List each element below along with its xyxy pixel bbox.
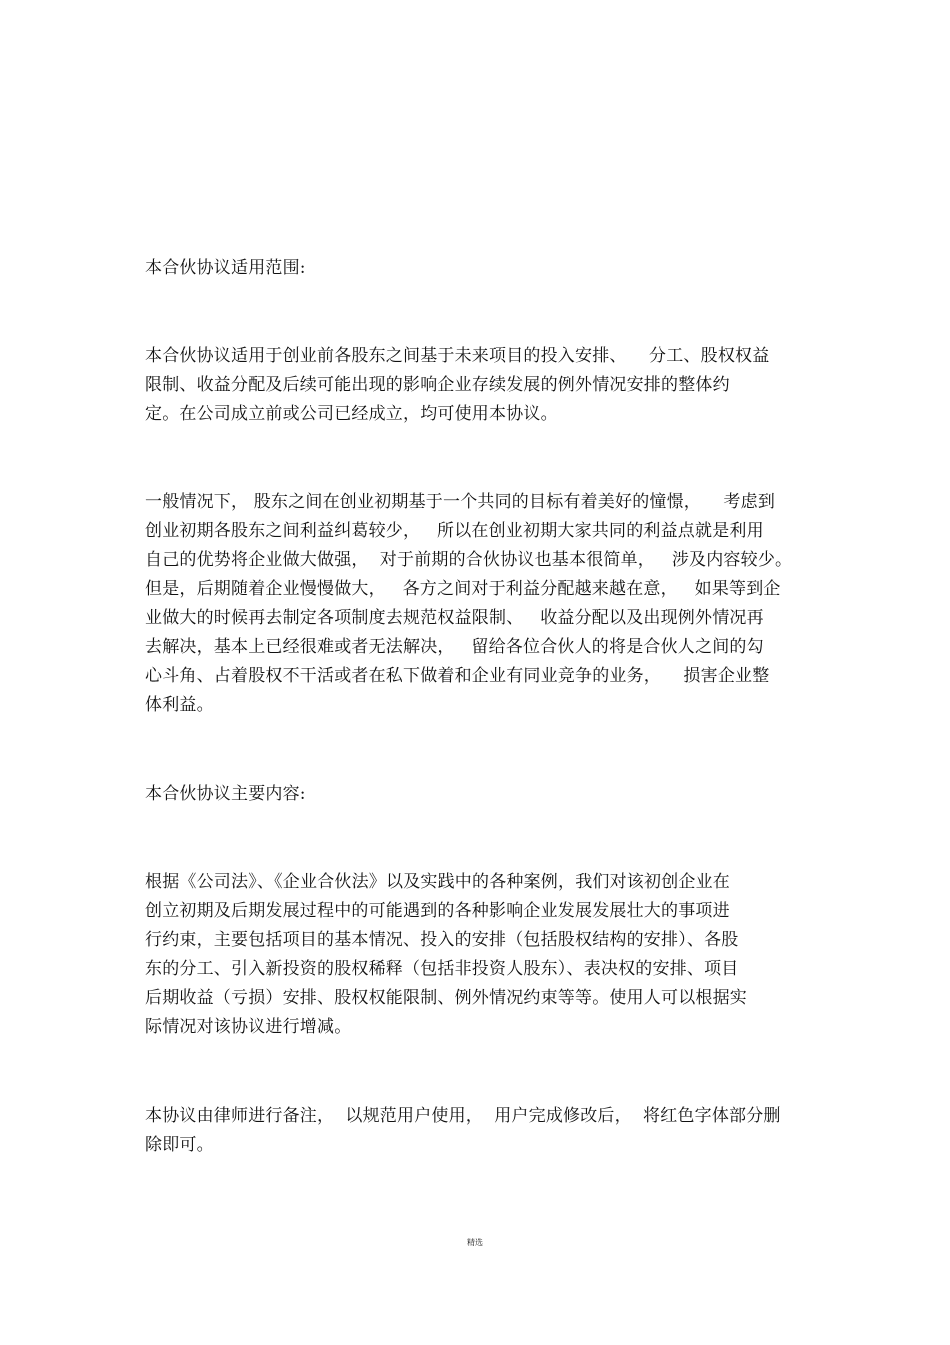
heading-content: 本合伙协议主要内容: bbox=[145, 784, 306, 804]
para-general-line: 创业初期各股东之间利益纠葛较少， 所以在创业初期大家共同的利益点就是利用 bbox=[145, 521, 764, 541]
para-content-line: 行约束，主要包括项目的基本情况、投入的安排（包括股权结构的安排）、各股 bbox=[145, 930, 739, 950]
para-content-line: 东的分工、引入新投资的股权稀释（包括非投资人股东）、表决权的安排、项目 bbox=[145, 959, 739, 979]
para-content-line: 际情况对该协议进行增减。 bbox=[145, 1017, 352, 1037]
para-general-line: 去解决，基本上已经很难或者无法解决， 留给各位合伙人的将是合伙人之间的勾 bbox=[145, 637, 764, 657]
heading-scope: 本合伙协议适用范围: bbox=[145, 258, 306, 278]
para-content-line: 创立初期及后期发展过程中的可能遇到的各种影响企业发展发展壮大的事项进 bbox=[145, 901, 730, 921]
para-general-line: 业做大的时候再去制定各项制度去规范权益限制、 收益分配以及出现例外情况再 bbox=[145, 608, 764, 628]
para-general-line: 自己的优势将企业做大做强， 对于前期的合伙协议也基本很简单， 涉及内容较少。 bbox=[145, 550, 793, 570]
para-content-line: 根据《公司法》、《企业合伙法》以及实践中的各种案例，我们对该初创企业在 bbox=[145, 872, 730, 892]
para-scope-line: 本合伙协议适用于创业前各股东之间基于未来项目的投入安排、 分工、股权权益 bbox=[145, 346, 770, 366]
para-general-line: 心斗角、占着股权不干活或者在私下做着和企业有同业竞争的业务， 损害企业整 bbox=[145, 666, 770, 686]
footer-label: 精选 bbox=[467, 1238, 483, 1247]
para-scope-line: 限制、收益分配及后续可能出现的影响企业存续发展的例外情况安排的整体约 bbox=[145, 375, 730, 395]
para-note-line: 除即可。 bbox=[145, 1135, 214, 1155]
para-scope-line: 定。在公司成立前或公司已经成立，均可使用本协议。 bbox=[145, 404, 558, 424]
para-general-line: 但是，后期随着企业慢慢做大， 各方之间对于利益分配越来越在意， 如果等到企 bbox=[145, 579, 781, 599]
para-content-line: 后期收益（亏损）安排、股权权能限制、例外情况约束等等。使用人可以根据实 bbox=[145, 988, 747, 1008]
para-general-line: 一般情况下， 股东之间在创业初期基于一个共同的目标有着美好的憧憬， 考虑到 bbox=[145, 492, 776, 512]
para-general-line: 体利益。 bbox=[145, 695, 214, 715]
para-note-line: 本协议由律师进行备注， 以规范用户使用， 用户完成修改后， 将红色字体部分删 bbox=[145, 1106, 781, 1126]
